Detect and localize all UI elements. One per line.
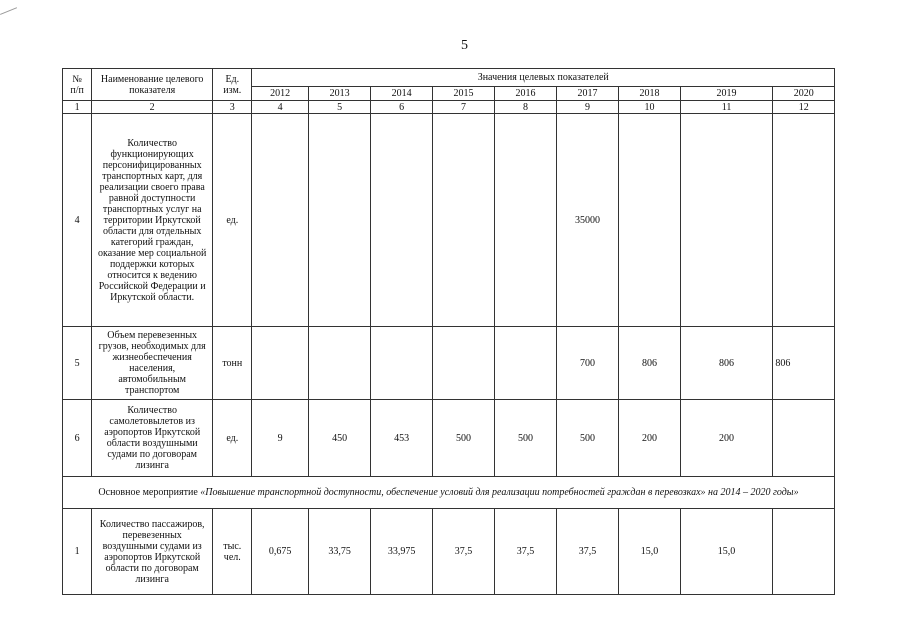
- column-index: 3: [213, 101, 252, 114]
- year-header: 2012: [252, 87, 308, 101]
- indicator-name: Количество самолетовылетов из аэропортов Иркутской области воздушными судами по договорам лизинга: [92, 400, 213, 477]
- value-cell: [495, 114, 556, 327]
- event-row: [63, 477, 835, 509]
- value-cell: [773, 114, 835, 327]
- header-values: Значения целевых показателей: [252, 69, 835, 87]
- row-number: 5: [63, 327, 92, 400]
- event-prefix: Основное мероприятие: [98, 487, 201, 498]
- value-cell: [252, 114, 308, 327]
- column-index: 10: [619, 101, 680, 114]
- header-num: № п/п: [63, 69, 92, 101]
- value-cell: 200: [680, 400, 773, 477]
- value-cell: 500: [432, 400, 494, 477]
- column-index: 9: [556, 101, 618, 114]
- indicator-rows: [63, 114, 835, 477]
- main-event: [63, 477, 835, 509]
- year-header: 2018: [619, 87, 680, 101]
- scan-mark: [0, 7, 22, 26]
- year-header: 2020: [773, 87, 835, 101]
- value-cell: 37,5: [495, 509, 556, 595]
- column-index: 2: [92, 101, 213, 114]
- unit-cell: тонн: [213, 327, 252, 400]
- unit-cell: тыс. чел.: [213, 509, 252, 595]
- value-cell: [308, 327, 370, 400]
- header-unit: Ед. изм.: [213, 69, 252, 101]
- value-cell: 500: [495, 400, 556, 477]
- value-cell: 700: [556, 327, 618, 400]
- year-header: 2019: [680, 87, 773, 101]
- indicator-row: [63, 509, 835, 595]
- value-cell: [432, 114, 494, 327]
- column-index-row: [63, 101, 835, 114]
- year-header: 2016: [495, 87, 556, 101]
- row-number: 6: [63, 400, 92, 477]
- column-index: 12: [773, 101, 835, 114]
- year-header: 2014: [371, 87, 432, 101]
- unit-cell: ед.: [213, 114, 252, 327]
- header-row: [63, 69, 835, 87]
- unit-cell: ед.: [213, 400, 252, 477]
- event-title: «Повышение транспортной доступности, обеспечение условий для реализации потребностей граждан в перевозках» на 2014 – 2020 годы»: [200, 487, 799, 498]
- column-index: 11: [680, 101, 773, 114]
- value-cell: [680, 114, 773, 327]
- indicator-name: Количество пассажиров, перевезенных воздушными судами из аэропортов Иркутской области по договорам лизинга: [92, 509, 213, 595]
- indicator-row: [63, 114, 835, 327]
- value-cell: 37,5: [556, 509, 618, 595]
- value-cell: [619, 114, 680, 327]
- value-cell: 9: [252, 400, 308, 477]
- column-index: 8: [495, 101, 556, 114]
- indicator-rows-2: [63, 509, 835, 595]
- year-header: 2015: [432, 87, 494, 101]
- value-cell: 15,0: [619, 509, 680, 595]
- value-cell: 806: [619, 327, 680, 400]
- value-cell: 450: [308, 400, 370, 477]
- header-name: Наименование целевого показателя: [92, 69, 213, 101]
- value-cell: [308, 114, 370, 327]
- value-cell: 806: [680, 327, 773, 400]
- value-cell: 15,0: [680, 509, 773, 595]
- value-cell: [773, 509, 835, 595]
- column-index: 7: [432, 101, 494, 114]
- value-cell: 200: [619, 400, 680, 477]
- indicator-name: Количество функционирующих персонифицированных транспортных карт, для реализации своего права равной доступности транспортных услуг на территории Иркутской области для отдельных категорий граждан, оказание мер социальной поддержки которых относится к ведению Российской Федерации и Иркутской области.: [92, 114, 213, 327]
- value-cell: [773, 400, 835, 477]
- column-index: 4: [252, 101, 308, 114]
- value-cell: [495, 327, 556, 400]
- indicator-name: Объем перевезенных грузов, необходимых для жизнеобеспечения населения, автомобильным транспортом: [92, 327, 213, 400]
- value-cell: 806: [773, 327, 835, 400]
- column-index: 5: [308, 101, 370, 114]
- value-cell: 453: [371, 400, 432, 477]
- column-index: 6: [371, 101, 432, 114]
- target-indicators-table: [62, 68, 835, 595]
- indicator-row: [63, 327, 835, 400]
- value-cell: 0,675: [252, 509, 308, 595]
- page-number: 5: [461, 38, 468, 53]
- row-number: 1: [63, 509, 92, 595]
- year-header: 2017: [556, 87, 618, 101]
- column-index: 1: [63, 101, 92, 114]
- indicator-row: [63, 400, 835, 477]
- year-header: 2013: [308, 87, 370, 101]
- value-cell: 500: [556, 400, 618, 477]
- value-cell: [432, 327, 494, 400]
- value-cell: [252, 327, 308, 400]
- row-number: 4: [63, 114, 92, 327]
- value-cell: [371, 114, 432, 327]
- value-cell: [371, 327, 432, 400]
- value-cell: 33,75: [308, 509, 370, 595]
- value-cell: 37,5: [432, 509, 494, 595]
- value-cell: 35000: [556, 114, 618, 327]
- value-cell: 33,975: [371, 509, 432, 595]
